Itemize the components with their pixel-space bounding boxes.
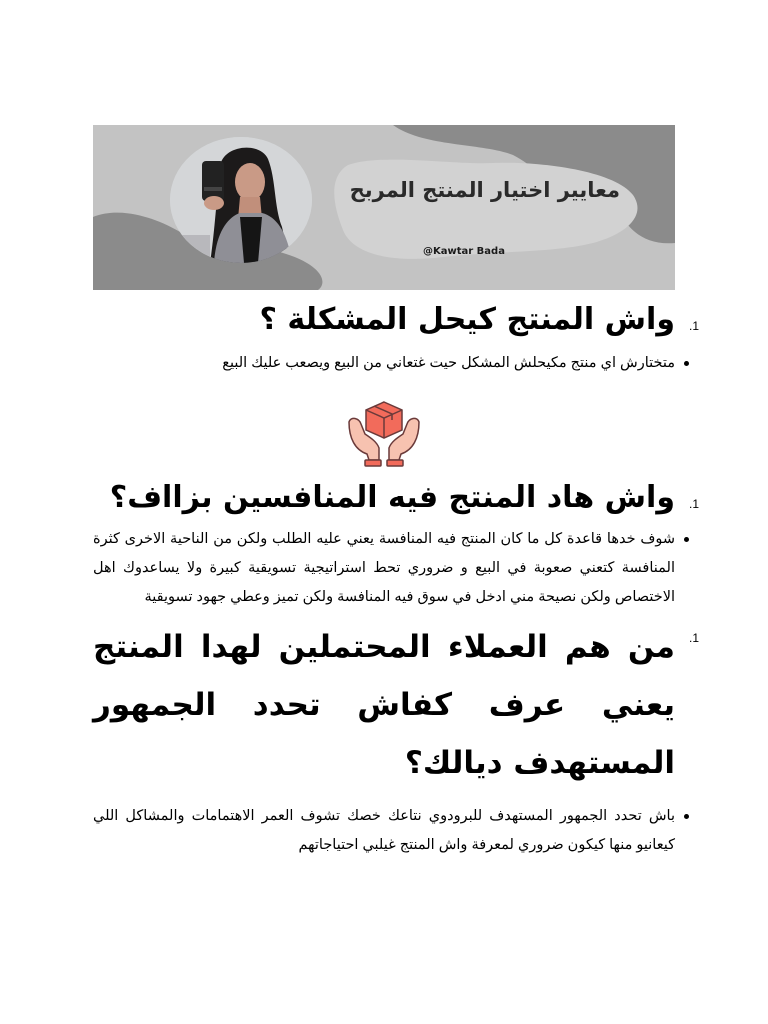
section-1-bullet: متختارش اي منتج مكيحلش المشكل حيت غتعاني من البيع ويصعب عليك البيع <box>93 349 675 378</box>
document-page <box>93 125 699 860</box>
section-2-heading-text: واش هاد المنتج فيه المنافسين بزااف؟ <box>109 480 675 515</box>
woman-holding-product-photo <box>170 137 312 263</box>
header-banner <box>93 125 675 290</box>
banner-handle: @Kawtar Bada <box>423 246 505 257</box>
banner-title: معايير اختيار المنتج المربح <box>349 178 620 202</box>
section-1-heading-text: واش المنتج كيحل المشكلة ؟ <box>259 302 675 337</box>
section-3-heading-text: من هم العملاء المحتملين لهدا المنتج يعني عرف كفاش تحدد الجمهور المستهدف ديالك؟ <box>93 629 675 781</box>
hands-holding-box-icon <box>347 398 421 468</box>
section-2-number: 1. <box>688 497 699 511</box>
section-2-heading <box>93 478 699 517</box>
banner-photo <box>170 137 312 263</box>
section-3-bullet: باش تحدد الجمهور المستهدف للبرودوي نتاعك خصك تشوف العمر الاهتمامات والمشاكل اللي كيعانيو منها كيكون ضروري لمعرفة واش المنتج غيلبي احتياجاتهم <box>93 802 675 860</box>
section-2-bullet: شوف خدها قاعدة كل ما كان المنتج فيه المنافسة يعني عليه الطلب ولكن من الناحية الاخرى كثرة المنافسة كتعني صعوبة في البيع و ضروري تحط استراتيجية تسويقية كبيرة ولا يساعدوك اهل الاختصاص ولكن نصيحة مني ادخل في سوق فيه المنافسة ولكن تميز وعطي جهود تسويقية <box>93 525 675 612</box>
section-3-heading <box>93 618 699 792</box>
section-illustration <box>93 398 675 468</box>
section-1-heading <box>93 300 699 339</box>
section-1-number: 1. <box>688 319 699 333</box>
section-3-number: 1. <box>688 631 699 645</box>
